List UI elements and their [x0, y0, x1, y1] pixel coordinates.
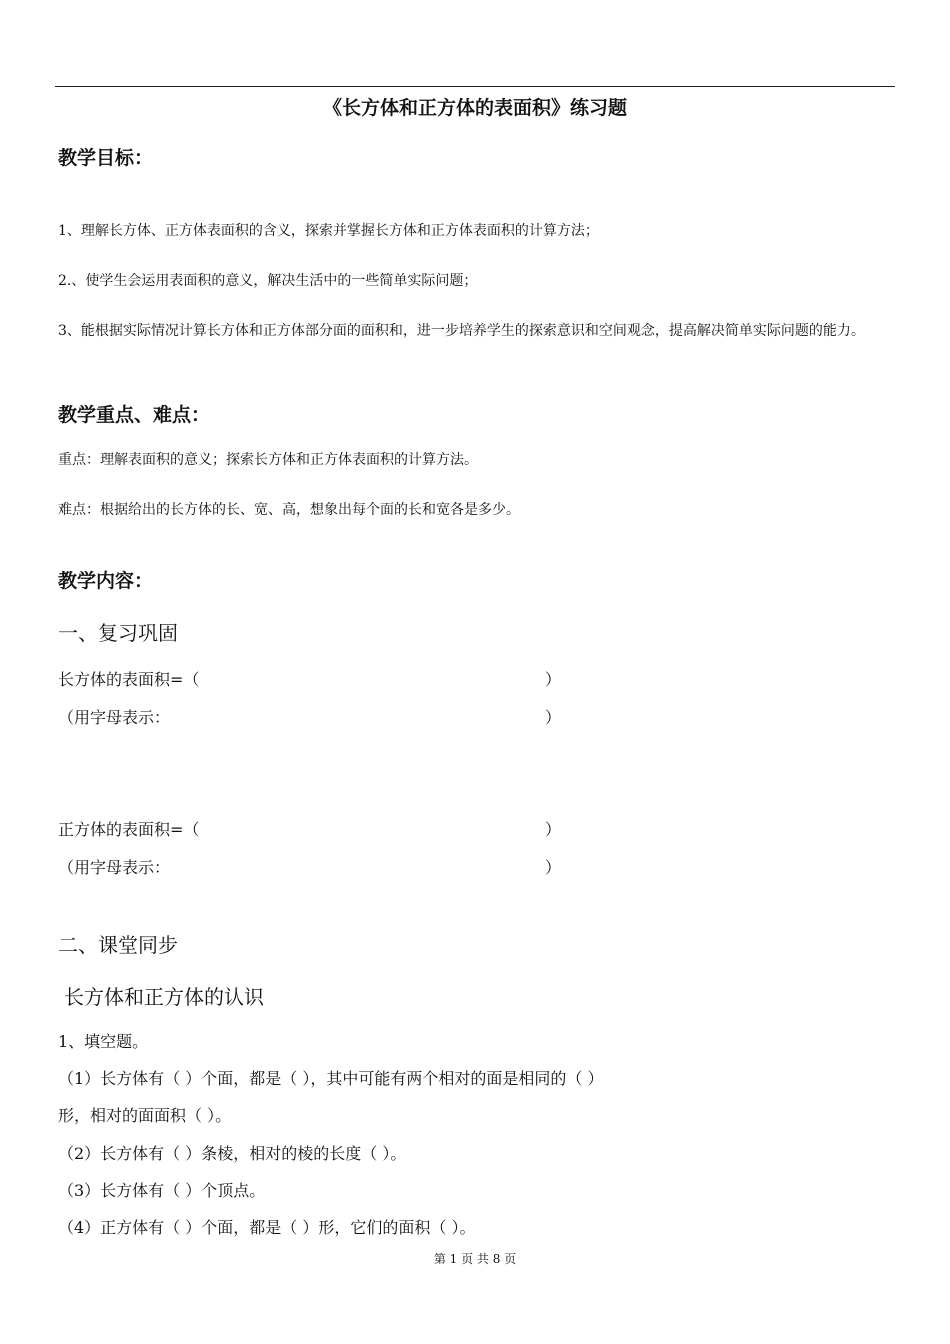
header-rule	[55, 86, 895, 87]
goal-item-3: 3、能根据实际情况计算长方体和正方体部分面的面积和，进一步培养学生的探索意识和空间观念，提高解决简单实际问题的能力。	[58, 323, 865, 339]
close-paren: ）	[545, 820, 562, 839]
page-footer: 第 1 页 共 8 页	[433, 1252, 517, 1266]
focus-text: 重点：理解表面积的意义；探索长方体和正方体表面积的计算方法。	[58, 452, 478, 468]
content-heading: 教学内容：	[58, 570, 154, 592]
goal-item-1: 1、理解长方体、正方体表面积的含义，探索并掌握长方体和正方体表面积的计算方法；	[58, 223, 599, 239]
question-1b: 形，相对的面面积（ ）。	[58, 1106, 232, 1125]
difficulty-text: 难点：根据给出的长方体的长、宽、高，想象出每个面的长和宽各是多少。	[58, 502, 520, 518]
close-paren: ）	[545, 858, 562, 877]
cuboid-area-line: 长方体的表面积=（	[58, 670, 200, 689]
page-title: 《长方体和正方体的表面积》练习题	[322, 97, 627, 119]
goals-heading: 教学目标：	[58, 147, 154, 169]
question-1a: （1）长方体有（ ）个面，都是（ ），其中可能有两个相对的面是相同的（ ）	[58, 1069, 604, 1088]
close-paren: ）	[545, 708, 562, 727]
cube-letter-line: （用字母表示：	[58, 858, 171, 877]
question-4: （4）正方体有（ ）个面，都是（ ）形，它们的面积（ ）。	[58, 1218, 476, 1237]
cuboid-letter-line: （用字母表示：	[58, 708, 171, 727]
question-label: 1、填空题。	[58, 1032, 149, 1051]
question-2: （2）长方体有（ ）条棱，相对的棱的长度（ ）。	[58, 1144, 407, 1163]
section1-title: 一、复习巩固	[58, 621, 178, 645]
section2-subtitle: 长方体和正方体的认识	[64, 985, 264, 1009]
cube-area-line: 正方体的表面积=（	[58, 820, 200, 839]
section2-title: 二、课堂同步	[58, 933, 178, 957]
keypoints-heading: 教学重点、难点：	[58, 404, 211, 426]
question-3: （3）长方体有（ ）个顶点。	[58, 1181, 266, 1200]
close-paren: ）	[545, 670, 562, 689]
goal-item-2: 2.、使学生会运用表面积的意义，解决生活中的一些简单实际问题；	[58, 273, 478, 289]
